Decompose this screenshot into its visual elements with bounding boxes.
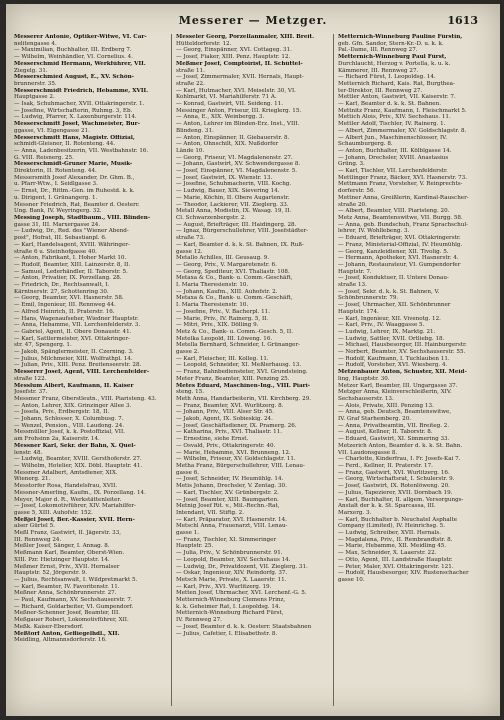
directory-entry-line: Blindeng. 31. bbox=[176, 127, 214, 134]
directory-entry-line: — Julius, Tapezierer, XVII. Dornbach 19. bbox=[338, 489, 453, 496]
directory-entry-line: — Karl, Hutmacher, XVI. Meiselstr. 30, VI. bbox=[176, 87, 296, 94]
directory-entry-line: — Ludwig, Pfarrer, X. Laxenburgerstr. 114. bbox=[14, 114, 137, 121]
directory-entry-line: — Georg, Friseur, VI. Magdalenenstr. 27. bbox=[176, 154, 293, 161]
directory-entry-line: — Josef, Konduktuer, II. Untere Donau- bbox=[338, 275, 449, 282]
directory-entry-line: — Karl, Sattlermeister, XVI. Ottakringer- bbox=[14, 335, 130, 342]
directory-entry-line: gasse 10. bbox=[338, 576, 365, 583]
directory-entry-line: — Gabriel, Agent, II. Obere Donaustr. 41. bbox=[14, 328, 132, 335]
directory-entry-line: Meßmer Ernst, Priv., XVII. Hernalser bbox=[14, 563, 120, 570]
directory-entry-line: Metzenbauer Anton, Schuster, XII. Meid- bbox=[338, 369, 467, 376]
directory-entry-line: — Leopold, Schneider, XI. Meßlerhausg. 13. bbox=[176, 362, 302, 369]
directory-entry-line: Messerer Antonie, Optiker-Witwe, VI. Car- bbox=[14, 34, 147, 40]
directory-entry-line: Messtorfer Rosa, Handelsfrau, XVII. bbox=[14, 483, 118, 490]
directory-entry-line: Intendant, VII. Stiftg. 2. bbox=[176, 509, 244, 516]
directory-entry-line: Messerer Josef, Agent, VIII. Lerchenfelder- bbox=[14, 369, 150, 376]
directory-entry-line: Meter Franz, Beamter, XIII. Penzing 25. bbox=[176, 375, 290, 382]
directory-entry-line: Mettlinger Franz, Bäcker, XVI. Hasnerstr. 73. bbox=[338, 174, 468, 181]
directory-entry-line: — Johann, Schlosser, X. Columbusg. 7. bbox=[14, 416, 124, 423]
directory-entry-line: — Josef, Sekr. d. k. k. St. Bahnen, V. bbox=[338, 288, 440, 295]
directory-entry-line: — Marie, Hebamme, XII. Meidling 45. bbox=[338, 543, 447, 550]
directory-entry-line: Metternich-Winneburg Paul Fürst, bbox=[338, 54, 447, 61]
directory-entry-line: nelitengasse 4. bbox=[14, 40, 57, 47]
directory-entry-line: — Josef, Zimmermaler, XVII. Hernals, Haupt- bbox=[176, 74, 304, 81]
directory-entry-line: Pal.-Dame, III. Rennweg 27. bbox=[338, 47, 418, 54]
directory-entry-line: Meßler Josef, Sänger, I. Annag. 8. bbox=[14, 543, 110, 550]
directory-entry-line: Metaxa & Co., Bank- u. Comm.-Geschäft, bbox=[176, 295, 293, 302]
directory-entry-line: — Franz, Beamter, XVI. Wurlitzerg. 8. bbox=[176, 402, 284, 409]
directory-entry-line: Metzerich Anton, Beamter d. k. k. St. Bahn. bbox=[338, 442, 463, 449]
directory-entry-line: Messner Friedrich, Rat, Beamter d. Oesterr. bbox=[14, 201, 140, 208]
directory-entry-line: am Frohsinn 2a, Kaiserstr. 14. bbox=[14, 436, 100, 443]
directory-entry-line: — Rudolf, Hausbesorger, XIV. Rustenschacher bbox=[338, 570, 469, 577]
directory-entry-line: Ziegelg. 31. bbox=[14, 67, 48, 74]
directory-entry-line: Metsch Marie, Private, X. Laaerstr. 11. bbox=[176, 576, 287, 583]
directory-entry-line: Wienerg. 21. bbox=[14, 476, 51, 483]
directory-entry-line: — Alfred Heinrich, II. Praterstr. 16. bbox=[14, 308, 115, 315]
directory-entry-line: — Franz, Gastwirt, XVI. Wurlitzerg. 16. bbox=[338, 469, 450, 476]
directory-entry-line: Metha Franz, Bürgerschullehrer, VIII. Lenau- bbox=[176, 463, 305, 469]
directory-entry-line: — Karl, Priv., XVI. Wurlitzerg. 19. bbox=[176, 583, 272, 590]
directory-entry-line: — Anna, geb. Bundschuh, Franz Sprachschul- bbox=[338, 221, 469, 228]
directory-entry-line: I. Maria Theresienstr. 10. bbox=[176, 302, 249, 309]
directory-entry-line: Metis Johann, Drechsler, V. Zentag. 30. bbox=[176, 483, 287, 490]
directory-entry-line: straße 22. bbox=[176, 80, 205, 87]
directory-entry-line: Grüng. 3. bbox=[338, 161, 365, 168]
column-right bbox=[338, 34, 490, 710]
directory-entry-line: — Jakob, Spänglermeister, II. Czerning. 3. bbox=[14, 349, 134, 356]
directory-entry-line: — Otto, Agent, III. Landstraße Hauptstr. bbox=[338, 556, 453, 563]
directory-entry-line: I. Maria Theresienstr. 10. bbox=[176, 282, 249, 289]
directory-entry-line: — Julian, Priv., XIII. Penz. Breitenseerstr. 28. bbox=[14, 362, 142, 369]
directory-entry-line: — Magdalena, Priv., II. Rembrandtstr. 8. bbox=[338, 536, 453, 543]
directory-entry-line: — Anna, Privatbeamtin, VII. Breiteg. 2. bbox=[338, 422, 450, 429]
directory-entry-line: gasse 1. bbox=[176, 530, 200, 537]
directory-entry-line: Hauptgasse 2. bbox=[14, 94, 55, 101]
directory-entry-line: — Georg, Einspänner, XVI. Cottageg. 31. bbox=[176, 47, 292, 54]
directory-entry-line: — Friedrich, Dr., Rechtsanwalt, I. bbox=[14, 282, 110, 289]
directory-entry-line: — Jakob, Agent, IX. Sobieskig. 24. bbox=[176, 416, 273, 423]
directory-entry-line: — Richard Fürst, I. Leopoldsg. 14. bbox=[338, 74, 436, 81]
column-divider bbox=[171, 34, 172, 706]
directory-entry-line: Metzer Karl, Beamter, III. Ungargasse 37. bbox=[338, 382, 458, 389]
directory-entry-line: Sechshauserstr. 13. bbox=[338, 395, 394, 402]
directory-entry-line: steng. 15. bbox=[176, 389, 205, 396]
directory-entry-line: — Josef, Fiaker, XIII. Penz. Hauptstr. 12. bbox=[176, 54, 291, 61]
directory-entry-line: — Anton, Lehrer, XIX. Grinzinger Allee 3. bbox=[14, 402, 132, 409]
directory-entry-line: — Hermann, Apotheker, XVI. Hasnerstr. 4. bbox=[338, 255, 459, 262]
directory-entry-line: gasse 5, XIII. Auhofstr. 152. bbox=[14, 509, 93, 516]
directory-entry-line: — Karl, Buchhalter b. Neuchatel Asphalte bbox=[338, 516, 458, 523]
directory-entry-line: straße 73. bbox=[176, 235, 205, 242]
directory-entry-line: dorferstr. 56. bbox=[338, 188, 376, 195]
directory-entry-line: — Johann, Gastwirt, XV. Schwendergasse 8. bbox=[176, 161, 301, 168]
directory-entry-line: — Karl, Tischler, XV. Grünbergstr. 2. bbox=[176, 489, 279, 496]
directory-entry-line: Metternich-Winneburg Richard Fürst, bbox=[176, 610, 284, 617]
directory-entry-line: — Anna, Hebamme, VII. Lerchenfelderstr. 3. bbox=[14, 322, 141, 329]
directory-entry-line: Hauptstr. 7. bbox=[338, 268, 372, 275]
directory-entry-line: — Josef, Gastwirt, IX. Wienstr. 13. bbox=[176, 174, 273, 181]
directory-entry-line: — Ignaz, Bürgerschullehrer, VIII. Josefstädter- bbox=[176, 228, 309, 235]
directory-entry-line: — Marie, Priv., IV. Rainerg. 5, II. bbox=[176, 315, 269, 322]
directory-entry-line: — Leopold, Beamter, XIV. Sechshaus 14. bbox=[176, 556, 291, 563]
directory-entry-line: — Oskar, Ingenieur, XIV. Reindorfg. 37. bbox=[176, 570, 288, 577]
directory-entry-line: — Julia, Priv., V. Schönbrunnerstr. 91. bbox=[176, 550, 283, 557]
directory-entry-line: k. k. Geheimer Rat, I. Leopoldsg. 14. bbox=[176, 603, 281, 610]
directory-entry-line: gasse 31, III. Marxergasse 24. bbox=[14, 221, 101, 228]
directory-entry-line: ling, Hauptstr. 30. bbox=[338, 375, 390, 382]
directory-entry-line: — Georg, Spediteur, XVI. Thaliastr. 108. bbox=[176, 268, 290, 275]
directory-entry-line: — Karl, Ingenieur, XII. Vivenotg. 12. bbox=[338, 315, 441, 322]
directory-entry-line: post", Hofrat, III. Sebastianpl. 6. bbox=[14, 235, 107, 242]
directory-entry-line: Messeler Georg, Porzellanmaler, XIII. Breit. bbox=[176, 34, 315, 40]
directory-entry-line: — Albert, Beamter, VIII. Piaristeng. 20. bbox=[338, 208, 450, 215]
directory-entry-line: Messner Karl, Sekr. der Bahn, X. Quel- bbox=[14, 442, 136, 449]
directory-entry-line: IV. Graf Starhemberg. 20. bbox=[338, 416, 412, 423]
directory-entry-line: — Ludwig, Bauer, XIX. Sievering 14. bbox=[176, 188, 280, 195]
directory-entry-line: — Karl, Handelsagent, XVIII. Währinger- bbox=[14, 241, 130, 248]
directory-entry-line: Meßl Franz, Gastwirt, II. Jägerstr. 33, bbox=[14, 530, 122, 537]
directory-entry-line: Mettnitz Franz, Kaufmann, I. Fleischmarkt 5. bbox=[338, 107, 467, 114]
directory-entry-line: — Georg, Kanzleidiener, XII. Tivolig. 5. bbox=[338, 248, 449, 255]
directory-entry-line: — Josefine, Schuhmacherin, VIII. Kochg. bbox=[176, 181, 292, 188]
directory-entry-line: — Isak, Schuhmacher, XVII. Ottakringerstr. 1. bbox=[14, 101, 145, 108]
directory-entry-line: — Johann, Priv., VIII. Alser Str. 45. bbox=[176, 409, 275, 416]
directory-entry-line: straße 11. bbox=[176, 67, 205, 74]
directory-entry-line: — Mitri, Priv., XIX. Dölling 9. bbox=[176, 322, 259, 329]
directory-entry-line: — Eduard, Briefträger, XVI. Ottakringerstr. bbox=[338, 235, 461, 242]
directory-entry-line: — Konrad, Gastwirt, VII. Seideng. 11. bbox=[176, 101, 283, 108]
directory-entry-line: — Max, Schneider, X. Laaerstr. 22. bbox=[338, 550, 437, 557]
directory-entry-line: Messerschmid Hermann, Werkführer, VII. bbox=[14, 60, 146, 67]
directory-entry-line: straße 6 u. Steinhofgasse 40. bbox=[14, 248, 97, 255]
directory-entry-line: Meyer, Major d. R., Werkstättenleiter. bbox=[14, 496, 122, 503]
directory-entry-line: Messlum Albert, Kaufmann, II. Kaiser bbox=[14, 382, 134, 389]
directory-entry-line: Company (Limited), IV. Heinrichsg. 5. bbox=[338, 523, 446, 530]
directory-entry-line: lenstr. 48. bbox=[14, 449, 43, 456]
directory-entry-line: — Osvald, Priv., Ottakringerstr. 40. bbox=[176, 442, 276, 449]
directory-entry-line: ter-Direktor, III. Rennweg 27. bbox=[338, 87, 423, 94]
directory-entry-line: straße 122. bbox=[14, 375, 47, 382]
directory-entry-line: Messerschmitt Hans, Magistr. Offizial, bbox=[14, 134, 135, 141]
directory-entry-line: — Karl, Tischler, VII. Lerchenfelderstr. bbox=[338, 168, 448, 175]
directory-entry-line: — Ernst, Dr., Rittm.-Gen. im Ruhestd. k. k. bbox=[14, 188, 135, 195]
directory-entry-line: — Franz, Ministerial-Offizial, IV. Heumühlg. bbox=[338, 241, 463, 248]
directory-entry-line: — Theodor, Lackierer, VII. Zieglerg. 33. bbox=[176, 201, 289, 208]
directory-entry-line: — Katharina, Priv., XVI. Thaliastr. 11. bbox=[176, 429, 283, 436]
directory-entry-line: Hauptstr. 52, Jörgerstr. 9. bbox=[14, 570, 87, 577]
directory-entry-line: Kärntnerstr. 27, Schottenring 30. bbox=[14, 288, 109, 295]
directory-entry-line: Durchlaucht, Herzog v. Portella, k. u. k. bbox=[338, 60, 451, 67]
directory-entry-line: — Josef, Uhrmacher, XII. Schönbrunner bbox=[338, 302, 451, 309]
directory-entry-line: — Samuel, Lederhändler, II. Taborstr. 5. bbox=[14, 268, 128, 275]
directory-entry-line: — Georg, Priv., V. Margaretenstr. 6. bbox=[176, 261, 277, 268]
directory-entry-line: Metschl Anna, Frauenarzt, VIII. Lenau- bbox=[176, 523, 288, 530]
directory-entry-line: straße 13. bbox=[338, 282, 367, 289]
directory-entry-line: — Ferd., Kellner, II. Praterstr. 17. bbox=[338, 463, 433, 469]
directory-entry-line: Meßmer Josef, Comptoirist, II. Schüttel- bbox=[176, 60, 303, 67]
directory-entry-line: — Rudolf, Beamter, XIII. Lainzerstr. 8, II. bbox=[14, 261, 131, 268]
directory-entry-line: Kämmerer, III. Rennweg 27. bbox=[338, 67, 419, 74]
directory-entry-line: Messing Joseph, Stadtbaum., VIII. Blinden- bbox=[14, 214, 151, 221]
directory-entry-line: Metten Josef, Uhrmacher, XVI. Lerchenf.-G. 5. bbox=[176, 590, 307, 597]
directory-entry-line: — Karl, Beamter d. k. k. St. Bahnen. bbox=[338, 101, 441, 108]
directory-entry-line: Metternich-Winneburg Clemens Prinz, bbox=[176, 597, 286, 604]
directory-entry-line: — Josefine, Wirtschafterin, Ruhmg. 3, Eb. bbox=[14, 107, 133, 114]
directory-entry-line: — Karl, Beamter d. k. k. St. Bahnen, IX. Ruß- bbox=[176, 241, 304, 248]
directory-entry-line: — Josef, Geschäftsdiener, IX. Pramerg. 26. bbox=[176, 422, 297, 429]
directory-entry-line: Ung. Bank, IV. Weyringerg. 32. bbox=[14, 208, 102, 215]
directory-entry-line: Metnig Josef Rit. v., Mil.-Rechn.-Rat, bbox=[176, 503, 280, 510]
directory-entry-line: Meidling, Altmannsdorferstr. 16. bbox=[14, 637, 107, 644]
column-middle bbox=[176, 34, 328, 710]
directory-entry-line: — Josef, Gastwirt, IX. Rotenlöweng. 20. bbox=[338, 483, 450, 490]
directory-entry-line: — Norbert, Beamter, XV. Sechshauserstr. 55. bbox=[338, 349, 466, 356]
directory-entry-line: — Emil, Ingenieur, III. Rennweg 44. bbox=[14, 302, 116, 309]
directory-entry-line: — Ludwig, Dr., Red. des "Wiener Abend- bbox=[14, 228, 129, 235]
directory-entry-line: Direktorin, II. Rotenteng. 44. bbox=[14, 168, 97, 175]
directory-entry-line: Schönbrunnerstr. 79. bbox=[338, 295, 399, 302]
directory-entry-line: — Julius, Milchmeier, XIII. Wolfrathpl. 14. bbox=[14, 355, 133, 362]
directory-entry-line: — Karl, Buchhalter, II. allgem. Versorgungs- bbox=[338, 496, 464, 503]
directory-entry-line: XIII. Pzr. Hietzinger Hauptstr. 14. bbox=[14, 556, 110, 563]
directory-entry-line: — Anton, Buchhalter, III. Kölblgasse 14. bbox=[338, 147, 452, 154]
directory-entry-line: gasse 6. bbox=[176, 469, 200, 476]
directory-entry-line: gasse 2. bbox=[176, 349, 200, 356]
directory-entry-line: Mettich Alois, Priv., XIV. Sechshaus. 11. bbox=[338, 114, 451, 121]
directory-entry-line: VII. Laudonsgasse 8. bbox=[338, 449, 398, 456]
directory-entry-line: — Georg, Wirtschaftsrat, I. Schulerstr. 9. bbox=[338, 476, 455, 483]
directory-entry-line: Meßner-Schenner Josef, Beamter, III. bbox=[14, 610, 120, 617]
directory-entry-line: — Anton, Lehrer im Blinden-Erz. Inst., VIII. bbox=[176, 121, 300, 128]
directory-entry-line: Metes Eduard, Maschinen-Ing., VIII. Piari- bbox=[176, 382, 311, 389]
directory-entry-line: — Franz, Tischler, XI. Simmeringer bbox=[176, 536, 277, 543]
directory-entry-line: — Paul, Kaufmann, XV. Sechshauserstr. 7. bbox=[14, 597, 133, 604]
directory-entry-line: — Anton, Einspänner, II. Giebauerstr. 8. bbox=[176, 134, 290, 141]
directory-entry-line: — Ludwig, Sattler, XVII. Ortliebg. 18. bbox=[338, 335, 445, 342]
directory-entry-line: Meßtorf Anton, Gefliegelhdl., XII. bbox=[14, 630, 120, 637]
directory-entry-line: — Johann, Restaurateur, VI. Gumpendorfer bbox=[338, 261, 461, 268]
directory-entry-line: — Josef, Einspänner, VI. Magdalenenstr. 5. bbox=[176, 168, 298, 175]
directory-entry-line: Lände 10. bbox=[176, 147, 205, 154]
directory-entry-line: — Albert, Zimmermaler, XV. Goldschlagstr. 8. bbox=[338, 127, 467, 134]
directory-entry-line: — Anna, geb. Deutsch, Beamtenswitwe, bbox=[338, 409, 452, 416]
directory-entry-line: Josefstr. 37. bbox=[14, 389, 48, 396]
directory-entry-line: — Charlotte, Kinderfrau, I. Fr. Josefs-Kai 7. bbox=[338, 456, 461, 463]
directory-entry-line: Meßk. Kaiser-Ebersdorf. bbox=[14, 623, 84, 630]
directory-entry-line: — Anton, Fabrikant, I. Hoher Markt 10. bbox=[14, 255, 127, 262]
directory-entry-line: Mettner Anna, Greißlerin, Kardinal-Rauscher- bbox=[338, 194, 469, 201]
directory-entry-line: alser Gürtel 5. bbox=[14, 523, 55, 530]
directory-entry-line: Metternich-Winneburg Pauline Fürstin, bbox=[338, 34, 463, 40]
directory-entry-line: — Maximilian, Buchhalter, III. Erdberg 7. bbox=[14, 47, 132, 54]
directory-entry-line: u. Pfarr-Wtw., I. Seidlgasse 3. bbox=[14, 181, 98, 188]
directory-entry-line: — Hans, Wagenaufseher, Wiedner Hauptstr. bbox=[14, 315, 139, 322]
directory-entry-line: Metz & Co., Bank- u. Comm.-Gesch. 5, II. bbox=[176, 328, 293, 335]
directory-entry-line: — Eduard, Gastwirt, XI. Simmering 33. bbox=[338, 436, 450, 443]
column-divider bbox=[333, 34, 334, 706]
directory-entry-line: G. VIII. Reisnerg. 25. bbox=[14, 154, 74, 161]
directory-entry-line: Meßgauer Robert, Lokomotivführer, XII. bbox=[14, 617, 129, 624]
directory-entry-line: — Anna, Ladenbesitzerin, VII. Westbahnstr. 16. bbox=[14, 147, 149, 154]
directory-entry-line: — Franz, Bahnbediensteter, XVI. Grundsteing. bbox=[176, 369, 308, 376]
directory-entry-line: Messmer Adalbert, Amtsdiener, XIX. bbox=[14, 469, 118, 476]
directory-entry-line: — Wenzel, Pension., VIII. Laudong. 24. bbox=[14, 422, 125, 429]
directory-entry-line: Metella Bernhard, Schneider, I. Grünanger- bbox=[176, 342, 301, 349]
directory-entry-line: III. Rennweg 24. bbox=[14, 536, 62, 543]
directory-entry-line: — Josefa, Priv., Erdbergstr. 18, II. bbox=[14, 409, 110, 416]
directory-entry-line: Messmüller Josef, k. k. Postoffizial, VII. bbox=[14, 429, 125, 436]
directory-entry-line: — Wilhelm, Hotelier, XIX. Döbl. Hauptstr. 41. bbox=[14, 463, 143, 469]
directory-entry-line: Metternich Richard, Kais. Rat, Burgthea- bbox=[338, 80, 455, 87]
directory-entry-line: — Karl, Priv., IV. Waaggasse 5. bbox=[338, 322, 425, 329]
directory-entry-line: — Anton, Ohnschilt, XIX. Nußdorfer bbox=[176, 141, 279, 148]
page-number: 1613 bbox=[447, 14, 478, 27]
directory-entry-line: Messerschmitt Josef, Wachmeister, Bur- bbox=[14, 121, 140, 128]
directory-entry-line: Metaxa & Co., Bank- u. Comm.-Geschäft, bbox=[176, 275, 293, 282]
directory-entry-line: — Anton, Privatier, IX. Porzellang. 28. bbox=[14, 275, 122, 282]
directory-entry-line: — Anna, E., XIX. Weinbergg. 3. bbox=[176, 114, 265, 121]
directory-page bbox=[6, 4, 500, 716]
page-header bbox=[6, 14, 500, 30]
directory-entry-line: — Josefine, Priv., V. Bacherpl. 11. bbox=[176, 308, 271, 315]
directory-entry-line: — Richard, Goldarbeiter, VI. Gumpendorf. bbox=[14, 603, 134, 610]
directory-entry-line: Messner-Amerling, Kaufm., IX. Porzellang. 14. bbox=[14, 489, 146, 496]
directory-entry-line: schmidt-Gleisner, II. Rotenteng. 44. bbox=[14, 141, 116, 148]
directory-entry-line: Mettmann Franz, Vorsteher, V. Reinprechts- bbox=[338, 181, 463, 188]
directory-entry-line: Hütteldorferstr. 12. bbox=[176, 40, 232, 47]
directory-entry-line: brunnerstr. 35. bbox=[14, 80, 57, 87]
directory-entry-line: Metzger Anna, Kleinverschleißerin, XIV. bbox=[338, 389, 452, 396]
directory-entry-line: — Josef, Lokomotivführer, XIV. Mariahilfer- bbox=[14, 503, 136, 510]
directory-entry-line: — Karl, Präparator, XVI. Hasnerstr. 14. bbox=[176, 516, 287, 523]
directory-entry-line: — Ludwig, Lehrer, IX. Marktg. 21. bbox=[338, 328, 436, 335]
directory-entry-line: — Peter, Maler, XVI. Ottakringerstr. 121. bbox=[338, 563, 454, 570]
directory-entry-line: Mettler Adolf, Tischler, IV. Rainerg. 1. bbox=[338, 121, 446, 128]
directory-entry-line: — Georg, Beamter, XVI. Hasnerstr. 58. bbox=[14, 295, 124, 302]
directory-entry-line: Meßner Anna, Schönbrunnerstr. 27. bbox=[14, 590, 117, 597]
directory-entry-line: Metall Anna, Modistin, IX. Wasag. 19, II. bbox=[176, 208, 292, 215]
directory-entry-line: — Karl, Beamter, IV. Favoritenstr. 11. bbox=[14, 583, 120, 590]
directory-entry-line: Metelka Leopold, III. Löweng. 16. bbox=[176, 335, 273, 342]
directory-entry-line: Hauptstr. 25. bbox=[176, 543, 214, 550]
directory-entry-line: — Josef, Beamter, XIII. Baumgarten. bbox=[176, 496, 279, 503]
directory-entry-line: — Josef, Beamter d. k. k. Oesterr. Staatsbahnen bbox=[176, 623, 312, 630]
directory-entry-line: — Alois, Private, XIII. Penzing 13. bbox=[338, 402, 434, 409]
directory-entry-line: — Michael, Hausbesorger, III. Hainburgerstr. bbox=[338, 342, 467, 349]
directory-entry-line: Metz Anna, Beamtenswitwe, VII. Burgg. 58. bbox=[338, 214, 463, 221]
directory-entry-line: — August, Briefträger, III. Haidingerg. 28. bbox=[176, 221, 297, 228]
directory-entry-line: — Johann, Kaufm., XIII. Auhofstr. 2. bbox=[176, 288, 278, 295]
directory-entry-line: — Josef, Schneider, IV. Heumühlg. 14. bbox=[176, 476, 284, 483]
directory-entry-line: — Ernestine, siehe Ernst. bbox=[176, 436, 249, 443]
directory-entry-line: straße 20. bbox=[338, 201, 367, 208]
directory-entry-line: — August, Kellner, II. Taborstr. 8. bbox=[338, 429, 433, 436]
directory-entry-line: geb. Gfn. Sandor, Stern-Kr.-D. u. k. k. bbox=[338, 40, 444, 47]
directory-entry-line: Kohlmarkt, VI. Mariahilferstr. 71 A. bbox=[176, 94, 277, 101]
directory-entry-line: — Marie, Hebamme, XVI. Brunneng. 12. bbox=[176, 449, 291, 456]
directory-entry-line: Messmer Franz, Oberstleutn., VIII. Piaristeng. 43. bbox=[14, 395, 157, 402]
directory-entry-line: — Ludwig, Beamter, XVIII. Gersthoferstr. 27. bbox=[14, 456, 142, 463]
directory-entry-line: IV. Rennweg 27. bbox=[176, 617, 222, 624]
directory-entry-line: Hauptstr. 174. bbox=[338, 308, 379, 315]
directory-entry-line: — Ludwig, Schreiber, XVII. Hernals. bbox=[338, 530, 442, 537]
directory-entry-line: — Rudolf, Kaufmann, I. Tuchlauben 11. bbox=[338, 355, 450, 362]
column-left bbox=[14, 34, 166, 710]
directory-entry-line: Cl. Schwarzenbergstr. 2. bbox=[176, 214, 247, 221]
directory-entry-line: — Marie, Köchin, II. Obere Augartenstr. bbox=[176, 194, 290, 201]
directory-entry-line: Marxerg. 3. bbox=[338, 509, 372, 516]
directory-entry-line: — Julius, Rechtsanwalt, I. Wildpretmarkt 5. bbox=[14, 576, 138, 583]
directory-entry-line: — Julius, Cafetier, I. Elisabethstr. 8. bbox=[176, 630, 278, 637]
directory-entry-line: Meth Anna, Handarbeiterin, VII. Kirchberg. 29. bbox=[176, 395, 312, 402]
directory-entry-line: lehrer, IV. Wohllebeng. 3. bbox=[338, 228, 410, 235]
directory-entry-line: — Rudolf, Vorsteher, XVI. Wiesberg. 4. bbox=[338, 362, 448, 369]
directory-entry-line: Messerschmidt Friedrich, Hebamme, XVII. bbox=[14, 87, 149, 94]
directory-entry-line: Messersmith Josef Alexander, Dr. Ghm. B., bbox=[14, 174, 135, 181]
directory-entry-line: Meßjel Josef, Ber.-Kassier, XVII. Hern- bbox=[14, 516, 135, 523]
directory-entry-line: u. Dirigent, I. Grünangerg. 1. bbox=[14, 194, 98, 201]
directory-entry-line: str. 47, Spengerg. 1. bbox=[14, 342, 72, 349]
directory-entry-line: — Albert Jun., Maschinenschlosser, IV. bbox=[338, 134, 448, 141]
directory-entry-line: — Wilhelm, Weinhändler, VI. Cornelius. 4. bbox=[14, 54, 133, 61]
directory-entry-line: Anstalt der k. k. St. Sparcassa, III. bbox=[338, 503, 436, 510]
directory-entry-line: — Karl, Fleischer, III. Kolleg. 11. bbox=[176, 355, 269, 362]
directory-entry-line: — Johann, Drechsler, XVIII. Anastasius bbox=[338, 154, 449, 161]
directory-entry-line: Meßmann Karl, Beamter, Oberst-Wien. bbox=[14, 550, 125, 557]
directory-entry-line: gasse 12. bbox=[176, 248, 203, 255]
directory-entry-line: Messerschmidt-Gruner Marie, Musik- bbox=[14, 161, 133, 168]
directory-entry-line: — Ludwig, Dr., Privatdozent, VII. Zieglerg. 31. bbox=[176, 563, 308, 570]
directory-entry-line: ggasse, VI. Eigengasse 21. bbox=[14, 127, 90, 134]
directory-entry-line: Schaumburgerg. 8. bbox=[338, 141, 393, 148]
directory-entry-line: Messinger Anton, Friseur, III. Krieglerg. 15. bbox=[176, 107, 302, 114]
directory-entry-line: — Wilhelm, Friseur, XV. Goldschlagstr. 11. bbox=[176, 456, 296, 463]
directory-entry-line: Messerschmied August, E., XV. Schön- bbox=[14, 74, 134, 81]
page-title: Messerer — Metzger. bbox=[178, 14, 328, 27]
directory-entry-line: Mettler Anton, Gastwirt, VII. Kaiserstr. 7. bbox=[338, 94, 456, 101]
directory-entry-line: Metallo Achilles, III. Geusaug. 9. bbox=[176, 255, 270, 262]
